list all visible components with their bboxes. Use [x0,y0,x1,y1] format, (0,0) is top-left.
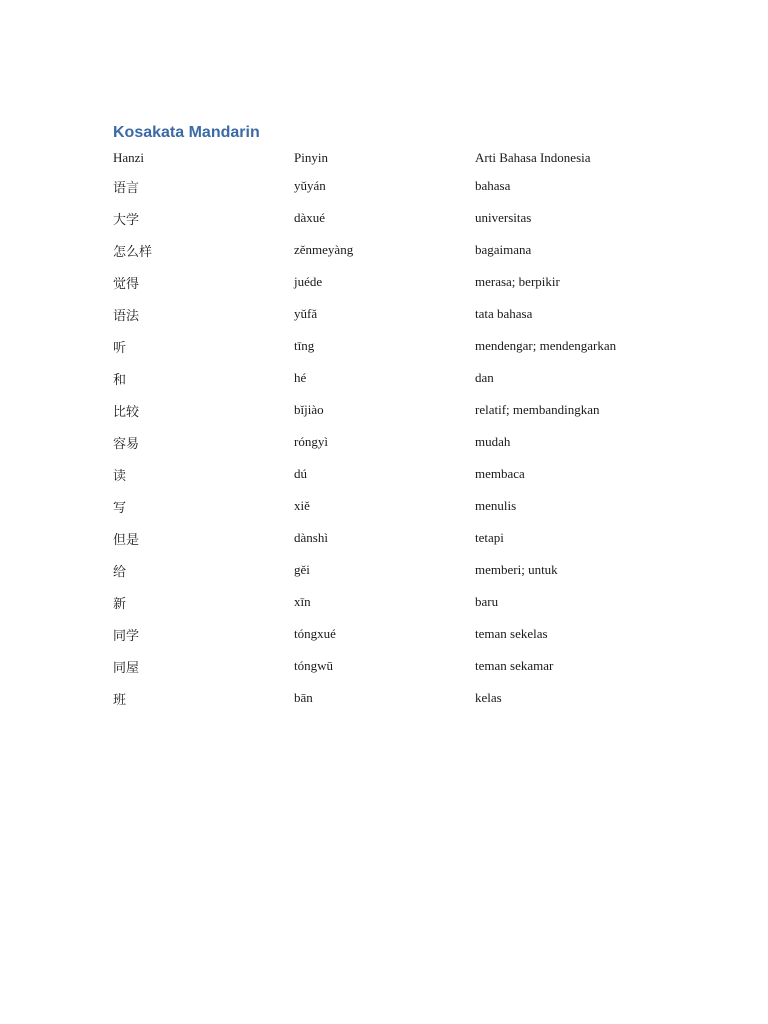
hanzi-cell: 大学 [113,212,140,228]
table-row [113,330,675,362]
arti-cell: menulis [475,498,517,513]
vocabulary-table [113,148,675,714]
table-row [113,650,675,682]
hanzi-cell: 同屋 [113,660,140,676]
header-hanzi: Hanzi [113,150,145,165]
pinyin-cell: juéde [294,274,323,289]
arti-cell: mudah [475,434,511,449]
hanzi-cell: 同学 [113,628,140,644]
pinyin-cell: dànshì [294,530,328,545]
table-row [113,426,675,458]
pinyin-cell: zěnmeyàng [294,242,354,257]
arti-cell: bagaimana [475,242,532,257]
arti-cell: baru [475,594,499,609]
table-row [113,554,675,586]
table-row [113,202,675,234]
table-row [113,298,675,330]
pinyin-cell: gěi [294,562,310,577]
arti-cell: merasa; berpikir [475,274,560,289]
pinyin-cell: bān [294,690,313,705]
table-row [113,586,675,618]
table-row [113,618,675,650]
arti-cell: membaca [475,466,525,481]
table-row [113,522,675,554]
hanzi-cell: 听 [113,340,127,356]
hanzi-cell: 怎么样 [113,244,153,260]
table-row [113,682,675,714]
arti-cell: kelas [475,690,502,705]
pinyin-cell: yǔfǎ [294,306,318,321]
hanzi-cell: 读 [113,468,127,484]
pinyin-cell: hé [294,370,307,385]
table-header-row [113,148,675,170]
hanzi-cell: 新 [113,596,127,612]
table-row [113,490,675,522]
arti-cell: teman sekelas [475,626,548,641]
table-row [113,458,675,490]
table-row [113,266,675,298]
vocabulary-body [113,170,675,714]
header-arti: Arti Bahasa Indonesia [475,150,591,165]
arti-cell: universitas [475,210,532,225]
arti-cell: bahasa [475,178,511,193]
hanzi-cell: 但是 [113,532,140,548]
hanzi-cell: 班 [113,692,127,708]
table-row [113,234,675,266]
pinyin-cell: tóngwū [294,658,333,673]
hanzi-cell: 语言 [113,180,140,196]
arti-cell: tata bahasa [475,306,533,321]
pinyin-cell: xīn [294,594,311,609]
table-row [113,170,675,202]
table-row [113,362,675,394]
hanzi-cell: 语法 [113,308,140,324]
document-title: Kosakata Mandarin [113,124,260,141]
hanzi-cell: 容易 [113,436,140,452]
hanzi-cell: 写 [113,500,127,516]
arti-cell: teman sekamar [475,658,554,673]
hanzi-cell: 觉得 [113,276,140,292]
arti-cell: relatif; membandingkan [475,402,600,417]
table-row [113,394,675,426]
hanzi-cell: 和 [113,372,127,388]
arti-cell: mendengar; mendengarkan [475,338,617,353]
arti-cell: memberi; untuk [475,562,558,577]
pinyin-cell: tīng [294,338,315,353]
pinyin-cell: yǔyán [294,178,326,193]
pinyin-cell: róngyì [294,434,328,449]
hanzi-cell: 比较 [113,404,140,420]
pinyin-cell: dàxué [294,210,326,225]
pinyin-cell: xiě [294,498,310,513]
pinyin-cell: bǐjiào [294,402,324,417]
arti-cell: tetapi [475,530,504,545]
pinyin-cell: tóngxué [294,626,336,641]
header-pinyin: Pinyin [294,150,328,165]
pinyin-cell: dú [294,466,307,481]
hanzi-cell: 给 [113,564,127,580]
arti-cell: dan [475,370,494,385]
